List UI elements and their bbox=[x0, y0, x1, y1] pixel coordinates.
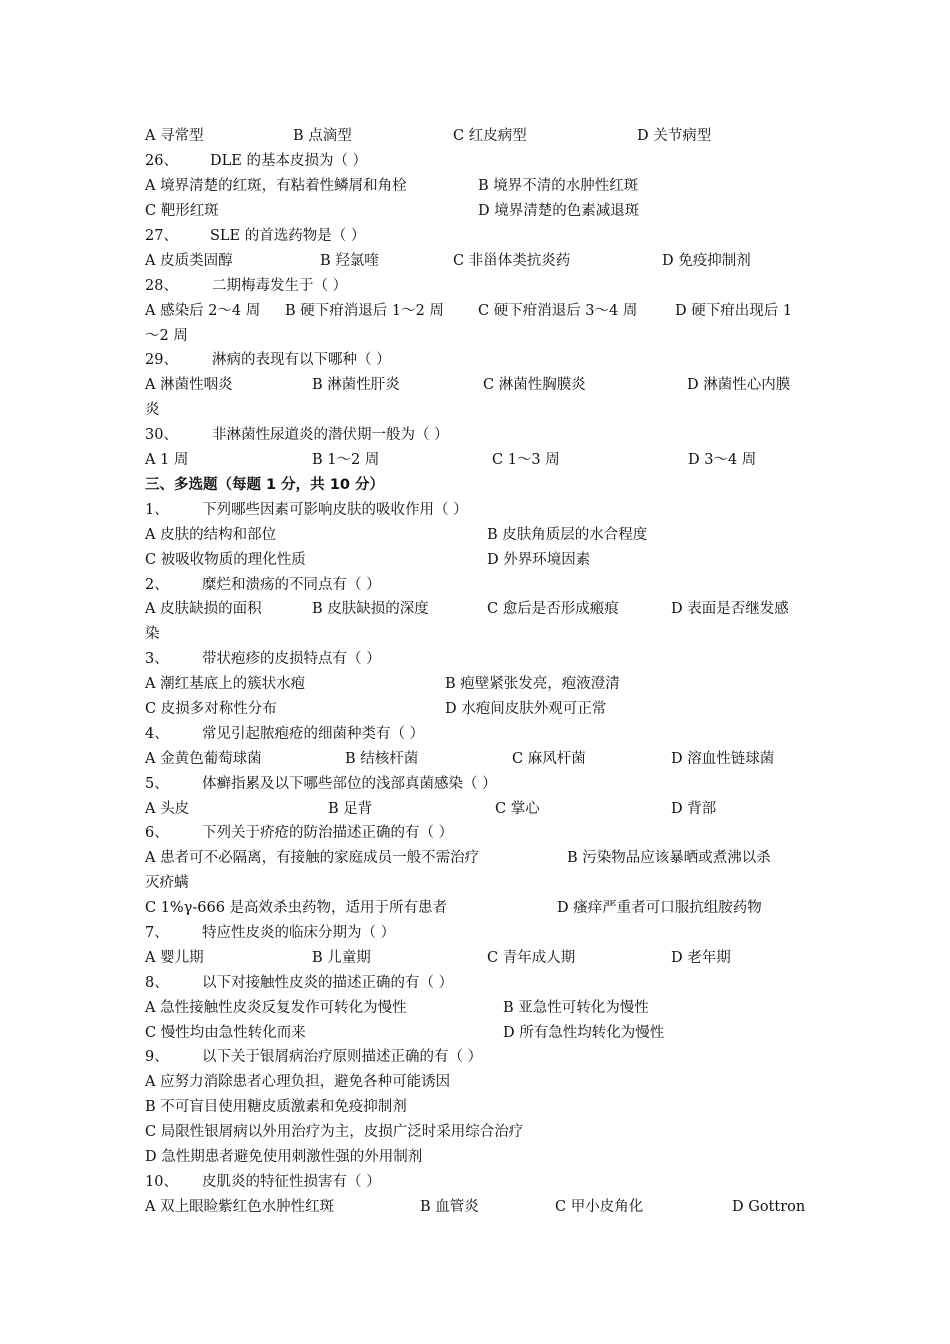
question-number: 5、 bbox=[145, 776, 169, 792]
option-b: B 儿童期 bbox=[312, 950, 371, 966]
option-b: B 亚急性可转化为慢性 bbox=[503, 1000, 649, 1016]
question-text: 下列哪些因素可影响皮肤的吸收作用（ ） bbox=[202, 502, 468, 518]
option-d: D 境界清楚的色素减退斑 bbox=[478, 203, 640, 219]
option-b: B 结核杆菌 bbox=[345, 751, 419, 767]
question-number: 1、 bbox=[145, 502, 169, 518]
question-text: 带状疱疹的皮损特点有（ ） bbox=[202, 651, 381, 667]
option-d: D 急性期患者避免使用刺激性强的外用制剂 bbox=[145, 1149, 423, 1165]
option-a: A 婴儿期 bbox=[145, 950, 204, 966]
option-b: B 不可盲目使用糖皮质激素和免疫抑制剂 bbox=[145, 1099, 407, 1115]
option-d: D 表面是否继发感 bbox=[671, 601, 789, 617]
question-number: 27、 bbox=[145, 228, 178, 244]
option-c: C 硬下疳消退后 3～4 周 bbox=[478, 303, 638, 319]
option-d: D 淋菌性心内膜 bbox=[687, 377, 791, 393]
question-text: SLE 的首选药物是（ ） bbox=[210, 228, 366, 244]
option-b: B 境界不清的水肿性红斑 bbox=[478, 178, 639, 194]
question-number: 29、 bbox=[145, 352, 178, 368]
question-number: 6、 bbox=[145, 825, 169, 841]
option-a: A 应努力消除患者心理负担，避免各种可能诱因 bbox=[145, 1074, 451, 1090]
option-c: C 1%γ-666 是高效杀虫药物，适用于所有患者 bbox=[145, 900, 448, 916]
option-b: B 足背 bbox=[328, 801, 373, 817]
option-b: B 皮肤角质层的水合程度 bbox=[487, 527, 648, 543]
option-b: B 硬下疳消退后 1～2 周 bbox=[285, 303, 444, 319]
option-b: B 疱壁紧张发亮，疱液澄清 bbox=[445, 676, 620, 692]
option-d: D 溶血性链球菌 bbox=[671, 751, 775, 767]
option-a: A 患者可不必隔离，有接触的家庭成员一般不需治疗 bbox=[145, 850, 480, 866]
option-c: C 甲小皮角化 bbox=[555, 1199, 644, 1215]
option-d: D 免疫抑制剂 bbox=[662, 253, 751, 269]
option-d: D 老年期 bbox=[671, 950, 731, 966]
option-c: C 局限性银屑病以外用治疗为主，皮损广泛时采用综合治疗 bbox=[145, 1124, 524, 1140]
option-c: C 被吸收物质的理化性质 bbox=[145, 552, 306, 568]
question-text: 下列关于疥疮的防治描述正确的有（ ） bbox=[202, 825, 454, 841]
question-text: 糜烂和溃疡的不同点有（ ） bbox=[202, 577, 381, 593]
option-d: D 3～4 周 bbox=[688, 452, 757, 468]
question-number: 9、 bbox=[145, 1049, 169, 1065]
section-title: 三、多选题（每题 1 分，共 10 分） bbox=[145, 477, 384, 493]
question-number: 3、 bbox=[145, 651, 169, 667]
question-number: 10、 bbox=[145, 1174, 178, 1190]
question-number: 7、 bbox=[145, 925, 169, 941]
continued-text: 灭疥螨 bbox=[145, 875, 189, 891]
question-text: 体癣指累及以下哪些部位的浅部真菌感染（ ） bbox=[202, 776, 497, 792]
option-a: A 皮肤的结构和部位 bbox=[145, 527, 277, 543]
continued-text: 染 bbox=[145, 626, 160, 642]
option-d: D 外界环境因素 bbox=[487, 552, 591, 568]
question-text: 非淋菌性尿道炎的潜伏期一般为（ ） bbox=[212, 427, 449, 443]
option-d: D 水疱间皮肤外观可正常 bbox=[445, 701, 607, 717]
question-number: 4、 bbox=[145, 726, 169, 742]
option-b: B 污染物品应该暴晒或煮沸以杀 bbox=[567, 850, 771, 866]
option-c: C 慢性均由急性转化而来 bbox=[145, 1025, 306, 1041]
option-b: B 点滴型 bbox=[293, 128, 352, 144]
option-a: A 感染后 2～4 周 bbox=[145, 303, 261, 319]
option-d: D 背部 bbox=[671, 801, 717, 817]
option-a: A 境界清楚的红斑，有粘着性鳞屑和角栓 bbox=[145, 178, 407, 194]
option-b: B 羟氯喹 bbox=[320, 253, 379, 269]
option-d: D 硬下疳出现后 1 bbox=[675, 303, 793, 319]
option-a: A 头皮 bbox=[145, 801, 190, 817]
option-c: C 皮损多对称性分布 bbox=[145, 701, 277, 717]
question-number: 28、 bbox=[145, 278, 178, 294]
option-b: B 1～2 周 bbox=[312, 452, 380, 468]
question-text: DLE 的基本皮损为（ ） bbox=[210, 153, 368, 169]
option-b: B 淋菌性肝炎 bbox=[312, 377, 400, 393]
question-text: 二期梅毒发生于（ ） bbox=[212, 278, 348, 294]
option-a: A 双上眼睑紫红色水肿性红斑 bbox=[145, 1199, 335, 1215]
option-c: C 淋菌性胸膜炎 bbox=[483, 377, 586, 393]
option-c: C 掌心 bbox=[495, 801, 540, 817]
question-number: 30、 bbox=[145, 427, 178, 443]
option-d: D 所有急性均转化为慢性 bbox=[503, 1025, 665, 1041]
option-c: C 非甾体类抗炎药 bbox=[453, 253, 571, 269]
question-text: 以下对接触性皮炎的描述正确的有（ ） bbox=[202, 975, 454, 991]
option-c: C 红皮病型 bbox=[453, 128, 527, 144]
option-d: D 关节病型 bbox=[637, 128, 712, 144]
option-a: A 金黄色葡萄球菌 bbox=[145, 751, 262, 767]
option-b: B 血管炎 bbox=[420, 1199, 479, 1215]
option-d: D Gottron bbox=[732, 1199, 806, 1215]
option-c: C 青年成人期 bbox=[487, 950, 576, 966]
option-c: C 1～3 周 bbox=[492, 452, 560, 468]
option-a: A 皮质类固醇 bbox=[145, 253, 233, 269]
question-number: 2、 bbox=[145, 577, 169, 593]
question-text: 以下关于银屑病治疗原则描述正确的有（ ） bbox=[202, 1049, 483, 1065]
option-a: A 皮肤缺损的面积 bbox=[145, 601, 262, 617]
option-a: A 急性接触性皮炎反复发作可转化为慢性 bbox=[145, 1000, 407, 1016]
option-a: A 淋菌性咽炎 bbox=[145, 377, 233, 393]
option-c: C 麻风杆菌 bbox=[512, 751, 586, 767]
question-text: 皮肌炎的特征性损害有（ ） bbox=[202, 1174, 381, 1190]
option-c: C 愈后是否形成瘢痕 bbox=[487, 601, 619, 617]
question-number: 8、 bbox=[145, 975, 169, 991]
option-a: A 寻常型 bbox=[145, 128, 204, 144]
option-c: C 靶形红斑 bbox=[145, 203, 219, 219]
option-a: A 潮红基底上的簇状水疱 bbox=[145, 676, 306, 692]
option-b: B 皮肤缺损的深度 bbox=[312, 601, 429, 617]
question-number: 26、 bbox=[145, 153, 178, 169]
question-text: 淋病的表现有以下哪种（ ） bbox=[212, 352, 391, 368]
question-text: 常见引起脓疱疮的细菌种类有（ ） bbox=[202, 726, 425, 742]
option-a: A 1 周 bbox=[145, 452, 189, 468]
question-text: 特应性皮炎的临床分期为（ ） bbox=[202, 925, 396, 941]
option-d: D 瘙痒严重者可口服抗组胺药物 bbox=[557, 900, 762, 916]
continued-text: ～2 周 bbox=[145, 328, 188, 344]
continued-text: 炎 bbox=[145, 402, 160, 418]
